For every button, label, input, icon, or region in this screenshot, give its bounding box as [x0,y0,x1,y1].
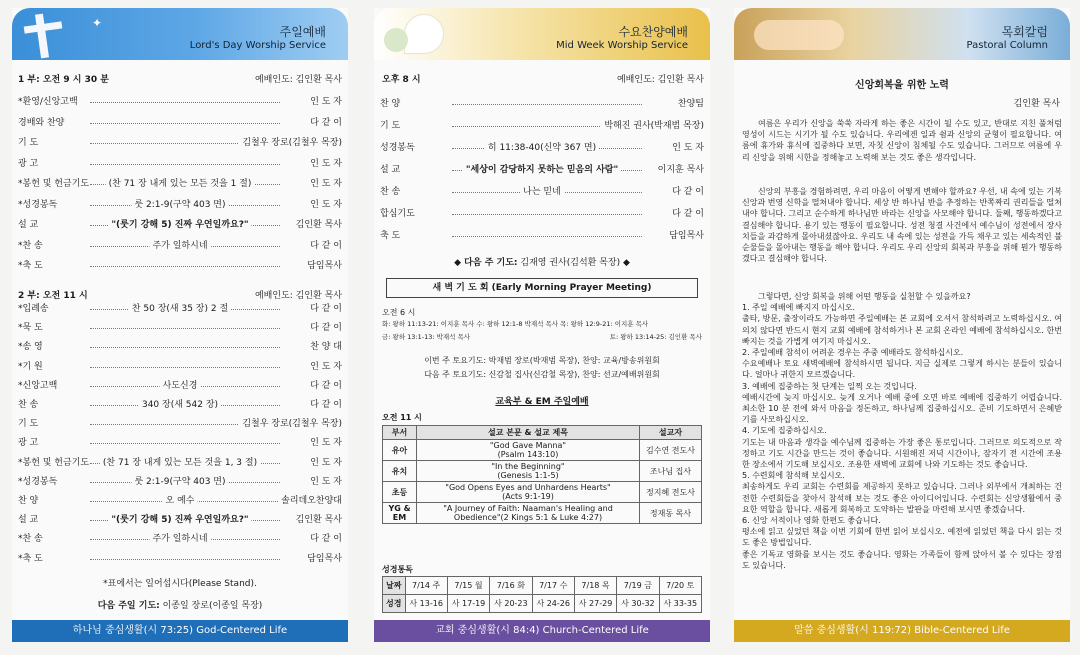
wednesday-item [380,206,704,222]
first-service-item-label: *환영/신앙고백 [18,97,78,107]
first-service-item-person: 김철우 장로(김철우 목장) [239,135,342,151]
second-service-item-detail: 룻 2:1-9(구약 403 면) [131,474,228,490]
second-service-item-person: 다 같 이 [307,378,342,394]
second-service-item-label: *찬 송 [18,534,43,545]
reading-title: 성경통독 [382,565,413,574]
dove-icon: ✦ [92,16,103,30]
first-service-item-person: 인 도 자 [307,156,342,172]
second-service-item-leader-dots [90,347,280,348]
second-service-item-person: 찬 양 대 [307,339,342,355]
second-service-item [18,339,342,355]
second-service-item-label: *입례송 [18,304,49,314]
stand-note: *표에서는 일어섭시다(Please Stand). [103,579,257,589]
edu-sermon-title: "God Gave Manna" [489,441,567,450]
first-service-item-label: *봉헌 및 헌금기도 [18,179,90,189]
second-service-item-detail: 주가 일하시네 [149,531,210,547]
next-week-prayer-name: 김재영 권사(김석환 목장) ◆ [520,258,630,268]
reading-date-cell: 7/19 금 [617,577,659,595]
second-service-item-person: 인 도 자 [307,435,342,451]
wednesday-item-label: 성경봉독 [380,143,415,153]
edu-header-cell: 설교자 [640,426,702,440]
reading-date-cell: 7/14 주 [405,577,447,595]
second-service-item-person: 김철우 장로(김철우 목장) [239,416,342,432]
edu-time: 오전 11 시 [382,413,422,422]
second-service-item-leader-dots [90,328,280,329]
sunday-title: 주일예배 [279,25,326,39]
second-service-item-person: 인 도 자 [307,455,342,471]
reading-passage-cell: 사 30-32 [617,595,659,613]
first-service-item [18,238,342,254]
first-service-item-detail: "(룻기 강해 5) 진짜 우연일까요?" [108,217,251,233]
second-service-item-leader-dots [90,559,280,560]
dawn-schedule-1: 화: 왕하 11:13-21: 이지훈 목사 수: 왕하 12:1-8 박재석 목사 목: 왕하 12:9-21: 이지훈 목사 [382,320,649,328]
edu-row [383,461,702,482]
second-service-item-detail: 340 장(새 542 장) [139,397,221,413]
edu-sermon-text: (Genesis 1:1-5) [497,471,559,480]
first-service-item-label: *찬 송 [18,240,43,251]
first-service-item [18,197,342,213]
second-service-item-detail: "(룻기 강해 5) 진짜 우연일까요?" [108,512,251,528]
wednesday-item [380,162,704,178]
second-service-item-person: 인 도 자 [307,359,342,375]
second-service-item [18,378,342,394]
second-service-item-person: 솔리데오찬양대 [278,493,342,509]
second-service-item-label: 기 도 [18,419,39,430]
second-service-item [18,474,342,490]
second-service-item-label: 찬 양 [18,496,39,506]
first-service-item-person: 인 도 자 [307,176,342,192]
first-service-item-label: *축 도 [18,261,43,271]
first-service-item-detail: 룻 2:1-9(구약 403 면) [131,197,228,213]
second-service-item-label: *묵 도 [18,323,43,334]
next-week-prayer-label: ◆ 다음 주 기도: [454,258,518,268]
reading-date-row [383,577,702,595]
second-service-leader: 예배인도: 김인환 목사 [254,291,342,301]
next-sunday-prayer-name: 이종일 장로(이종일 목장) [162,601,263,611]
wednesday-item-person: 다 같 이 [669,206,704,222]
edu-sermon-title: "God Opens Eyes and Unhardens Hearts" [445,483,611,492]
edu-preacher: 김수연 전도사 [640,440,702,461]
reading-passage-cell: 사 27-29 [574,595,616,613]
first-service-item-label: 설 교 [18,220,39,230]
wednesday-item-person: 담임목사 [666,228,704,244]
column-paragraph-2: 신앙의 부흥을 경험하려면, 우리 마음이 어떻게 변해야 할까요? 우선, 내 속에 있는 기복 신앙과 번영 신학을 떨쳐내야 합니다. 세상 반 하나님 반을 추정하는 반쪽짜리 권리들을 떨쳐내야 합니다. 그리고 순수하게 하나님만 바라는 신앙을 사모해야 합니다. 둘째, 행동하겠다고 결심해야 합니다. 용기 있는 행동이 필요합니다. 성전 청결 사건에서 예수님이 성전에서 장사치들을 과감하게 몰아내셨잖아요. 우리도 내 속에 있는 성전을 가득 채우고 있는 세속적인 불순물들을 몰아내는 행동을 해야 합니다. 우리도 우리 신앙의 회복과 부흥을 위해 뭔가 행동하겠다고 결심해야 합니다. [742,187,1062,264]
reading-passage-row [383,595,702,613]
reading-date-cell: 7/17 수 [532,577,574,595]
wednesday-item-person: 박해진 권사(박재범 목장) [601,118,704,134]
wednesday-item-label: 설 교 [380,165,401,175]
first-service-item-leader-dots [90,102,280,103]
wednesday-item-detail: 나는 믿네 [520,184,564,200]
edu-dept: 초등 [383,482,417,503]
wednesday-leader: 예배인도: 김인환 목사 [616,75,704,85]
edu-sermon [417,503,640,524]
reading-passage-cell: 사 17-19 [447,595,489,613]
wednesday-item [380,140,704,156]
column-subtitle: Pastoral Column [966,40,1048,51]
lily-icon [404,14,444,54]
edu-dept: YG & EM [383,503,417,524]
first-service-item-leader-dots [90,164,280,165]
second-service-item-label: 광 고 [18,438,39,449]
second-service-item-detail: (찬 71 장 내게 있는 모든 것을 1, 3 절) [100,455,260,471]
second-service-item [18,455,342,471]
second-service-item-label: 설 교 [18,515,39,526]
second-service-item-label: *축 도 [18,553,43,564]
next-sunday-prayer [12,598,348,611]
first-service-item-label: *성경봉독 [18,199,58,210]
second-service-item [18,301,342,317]
edu-header-cell: 설교 본문 & 설교 제목 [417,426,640,440]
edu-sermon [417,461,640,482]
wednesday-subtitle: Mid Week Worship Service [556,40,688,51]
wednesday-item-leader-dots [452,214,642,215]
wednesday-item-detail: 히 11:38-40(신약 367 면) [485,140,599,156]
first-service-item-label: 경배와 찬양 [18,117,65,128]
second-service-item-person: 인 도 자 [307,474,342,490]
wednesday-header [374,8,710,60]
second-service-item [18,435,342,451]
first-service-item-label: 기 도 [18,138,39,148]
first-service-item-person: 인 도 자 [307,197,342,213]
reading-date-cell: 7/16 화 [490,577,532,595]
first-service-item [18,258,342,274]
second-service-item [18,320,342,336]
edu-preacher: 정지혜 전도사 [640,482,702,503]
first-service-item-label: 광 고 [18,158,39,169]
edu-title: 교육부 & EM 주일예배 [495,397,589,407]
second-service-item-person: 담임목사 [304,551,342,567]
wednesday-item-person: 찬양팀 [675,96,704,112]
first-service-item [18,156,342,172]
first-service-item-person: 인 도 자 [307,94,342,110]
pastoral-column-panel [734,8,1070,642]
sunday-header [12,8,348,60]
edu-sermon-title: "A Journey of Faith: Naaman's Healing and [443,504,613,513]
edu-header-row [383,426,702,440]
saturday-prayer-this: 이번 주 토요기도: 박재범 장로(박재범 목장), 찬양: 교육/방송위원회 [424,356,660,365]
edu-sermon [417,482,640,503]
wednesday-item-person: 인 도 자 [669,140,704,156]
next-week-prayer [374,255,710,268]
wednesday-item-person: 이지훈 목사 [655,162,704,178]
second-service-item-detail: 찬 50 장(새 35 장) 2 절 [129,301,231,317]
first-service-item-leader-dots [90,266,280,267]
edu-preacher: 정재동 목사 [640,503,702,524]
second-service-item-person: 다 같 이 [307,301,342,317]
reading-passage-cell: 성경 [383,595,406,613]
reading-date-cell: 7/15 월 [447,577,489,595]
first-service-item [18,94,342,110]
hands-icon [754,20,844,50]
sunday-worship-panel [12,8,348,642]
reading-date-cell: 7/20 토 [659,577,701,595]
cross-icon [35,14,49,59]
wednesday-worship-panel [374,8,710,642]
wednesday-item-person: 다 같 이 [669,184,704,200]
second-service-item-leader-dots [90,443,280,444]
wednesday-item-label: 축 도 [380,231,401,241]
first-service-item-leader-dots [90,123,280,124]
edu-sermon-text: (Psalm 143:10) [497,450,559,459]
first-service-item-detail: 주가 일하시네 [149,238,210,254]
second-service-item-person: 다 같 이 [307,531,342,547]
second-service-item [18,416,342,432]
second-service-item [18,551,342,567]
column-header [734,8,1070,60]
second-service-item [18,531,342,547]
first-service-item [18,217,342,233]
column-author: 김인환 목사 [1013,99,1060,109]
reading-passage-cell: 사 33-35 [659,595,701,613]
reading-date-cell: 7/18 목 [574,577,616,595]
edu-dept: 유아 [383,440,417,461]
second-service-item-person: 김인환 목사 [293,512,342,528]
first-service-item-detail: (찬 71 장 내게 있는 모든 것을 1 절) [106,176,255,192]
wednesday-title: 수요찬양예배 [618,25,688,39]
second-service-time: 2 부: 오전 11 시 [18,291,88,301]
edu-preacher: 조나님 집사 [640,461,702,482]
wednesday-item-label: 기 도 [380,121,401,131]
first-service-item-person: 담임목사 [304,258,342,274]
second-service-item [18,493,342,509]
edu-dept: 유치 [383,461,417,482]
edu-row [383,482,702,503]
reading-passage-cell: 사 20-23 [490,595,532,613]
wednesday-item-detail: "세상이 감당하지 못하는 믿음의 사람" [463,162,621,178]
wednesday-time: 오후 8 시 [382,75,421,85]
edu-sermon-text: (Acts 9:1-19) [502,492,554,501]
wednesday-item [380,228,704,244]
dawn-time: 오전 6 시 [382,308,416,317]
dawn-schedule-2b: 토: 왕하 13:14-25: 김인환 목사 [609,333,702,341]
first-service-item [18,135,342,151]
dawn-schedule-2a: 금: 왕하 13:1-13: 박재석 목사 [382,333,471,341]
reading-table [382,576,702,613]
reading-date-cell: 날짜 [383,577,406,595]
second-service-item-label: *기 원 [18,361,43,372]
second-service-item-detail: 사도신경 [160,378,201,394]
second-service-item-label: 찬 송 [18,400,39,410]
second-service-item-label: *송 영 [18,342,43,353]
second-service-item-person: 다 같 이 [307,320,342,336]
wednesday-footer: 교회 중심생활(시 84:4) Church-Centered Life [374,620,710,642]
first-service-time: 1 부: 오전 9 시 30 분 [18,75,109,85]
saturday-prayer-next: 다음 주 토요기도: 신감철 집사(신감철 목장), 찬양: 선교/예배위원회 [424,370,660,379]
first-service-item-person: 다 같 이 [307,115,342,131]
reading-passage-cell: 사 24-26 [532,595,574,613]
lily-stem-icon [384,28,408,52]
second-service-item-label: *봉헌 및 헌금기도 [18,457,90,468]
wednesday-item [380,96,704,112]
second-service-item-label: *성경봉독 [18,476,58,487]
reading-passage-cell: 사 13-16 [405,595,447,613]
column-title: 목회칼럼 [1001,25,1048,39]
edu-table [382,425,702,524]
column-footer: 말씀 중심생활(시 119:72) Bible-Centered Life [734,620,1070,642]
second-service-item [18,397,342,413]
wednesday-item-label: 찬 송 [380,187,401,197]
second-service-item [18,512,342,528]
wednesday-item [380,118,704,134]
second-service-item-label: *신앙고백 [18,380,58,391]
edu-row [383,440,702,461]
second-service-item-detail: 오 예수 [163,493,198,509]
column-heading: 신앙회복을 위한 노력 [855,80,949,91]
next-sunday-prayer-label: 다음 주일 기도: [97,601,160,611]
edu-sermon-text: Obedience"(2 Kings 5:1 & Luke 4:27) [453,513,603,522]
second-service-item-person: 다 같 이 [307,397,342,413]
wednesday-item-leader-dots [452,104,642,105]
wednesday-item-leader-dots [452,236,642,237]
sunday-subtitle: Lord's Day Worship Service [189,40,326,51]
column-paragraph-1: 여름은 우리가 신앙을 쑥쑥 자라게 하는 좋은 시간이 될 수도 있고, 반대로 지친 풀처럼 영성이 시드는 시기가 될 수도 있습니다. 우리에겐 일과 쉼과 신앙의 균형이 필요합니다. 여름에 휴가와 휴식에 집중하다 보면, 자칫 신앙이 침체될 수도 있습니다. 그러므로 여름에 우리 신앙을 위해 시한을 정해놓고 노력해 보는 것도 좋은 생각입니다. [742,119,1062,162]
dawn-prayer-title: 새 벽 기 도 회 (Early Morning Prayer Meeting) [386,278,698,298]
edu-header-cell: 부서 [383,426,417,440]
second-service-item-leader-dots [90,367,280,368]
sunday-footer: 하나님 중심생활(시 73:25) God-Centered Life [12,620,348,642]
second-service-item [18,359,342,375]
first-service-item-person: 김인환 목사 [293,217,342,233]
wednesday-item [380,184,704,200]
first-service-item-person: 다 같 이 [307,238,342,254]
edu-sermon [417,440,640,461]
column-paragraph-3: 그렇다면, 신앙 회복을 위해 어떤 행동을 실천할 수 있을까요? 1. 주일 예배에 빠지지 마십시오. 출타, 방문, 출장이라도 가능하면 주일예배는 본 교회에 오셔서 참석하려고 노력하십시오. 여의치 않다면 반드시 현지 교회 예배에 참석하거나 본 교회 온라인 예배에 참석하십시오. 한번 빠지는 것을 가볍게 여기지 마십시오. 2. 주일예배 참석이 어려운 경우는 주중 예배라도 참석하십시오. 수요예배나 토요 새벽예배에 참석하시면 됩니다. 지금 실제로 그렇게 하시는 분들이 있습니다. 얼마나 귀한지 모르겠습니다. 3. 예배에 집중하는 첫 단계는 일찍 오는 것입니다. 예배시간에 늦지 마십시오. 늦게 오거나 예배 중에 오면 바로 예배에 집중하기 어렵습니다. 최소한 10 분 전에 와서 마음을 정돈하고, 하나님께 집중하십시오. 준비 기도하면서 은혜받기를 사모하십시오. 4. 기도에 집중하십시오. 기도는 내 마음과 생각을 예수님께 집중하는 가장 좋은 통로입니다. 그러므로 의도적으로 작정하고 기도 시간을 만드는 것이 좋습니다. 시원해진 저녁 시간이나, 잠자기 전 시간에 조용한 장소에서 기도해 보십시오. 조용한 새벽에 교회에 나와 기도하는 것도 좋습니다. 5. 수련회에 참석해 보십시오. 최송하게도 우리 교회는 수련회를 제공하지 못하고 있습니다. 그러나 외부에서 개최하는 건전한 수련회들을 찾아서 참석해 보는 것도 좋은 아이디어입니다. 수련회는 신앙생활에서 중요한 역할을 합니다. 새롭게 회복하고 도약하는 발판을 마련해 보시면 좋겠습니다. 6. 신앙 서적이나 영화 한편도 좋습니다. 평소에 읽고 싶었던 책을 이번 기회에 한번 읽어 보십시오. 예전에 읽었던 책을 다시 읽는 것도 좋은 방법입니다. 좋은 기독교 영화를 보시는 것도 좋습니다. 영화는 가족들이 함께 앉아서 볼 수 있다는 장점도 있습니다. [742,292,1062,570]
first-service-item [18,115,342,131]
first-service-leader: 예배인도: 김인환 목사 [254,75,342,85]
wednesday-item-label: 합심기도 [380,209,415,219]
first-service-item [18,176,342,192]
edu-sermon-title: "In the Beginning" [491,462,565,471]
edu-row [383,503,702,524]
wednesday-item-label: 찬 양 [380,99,401,109]
